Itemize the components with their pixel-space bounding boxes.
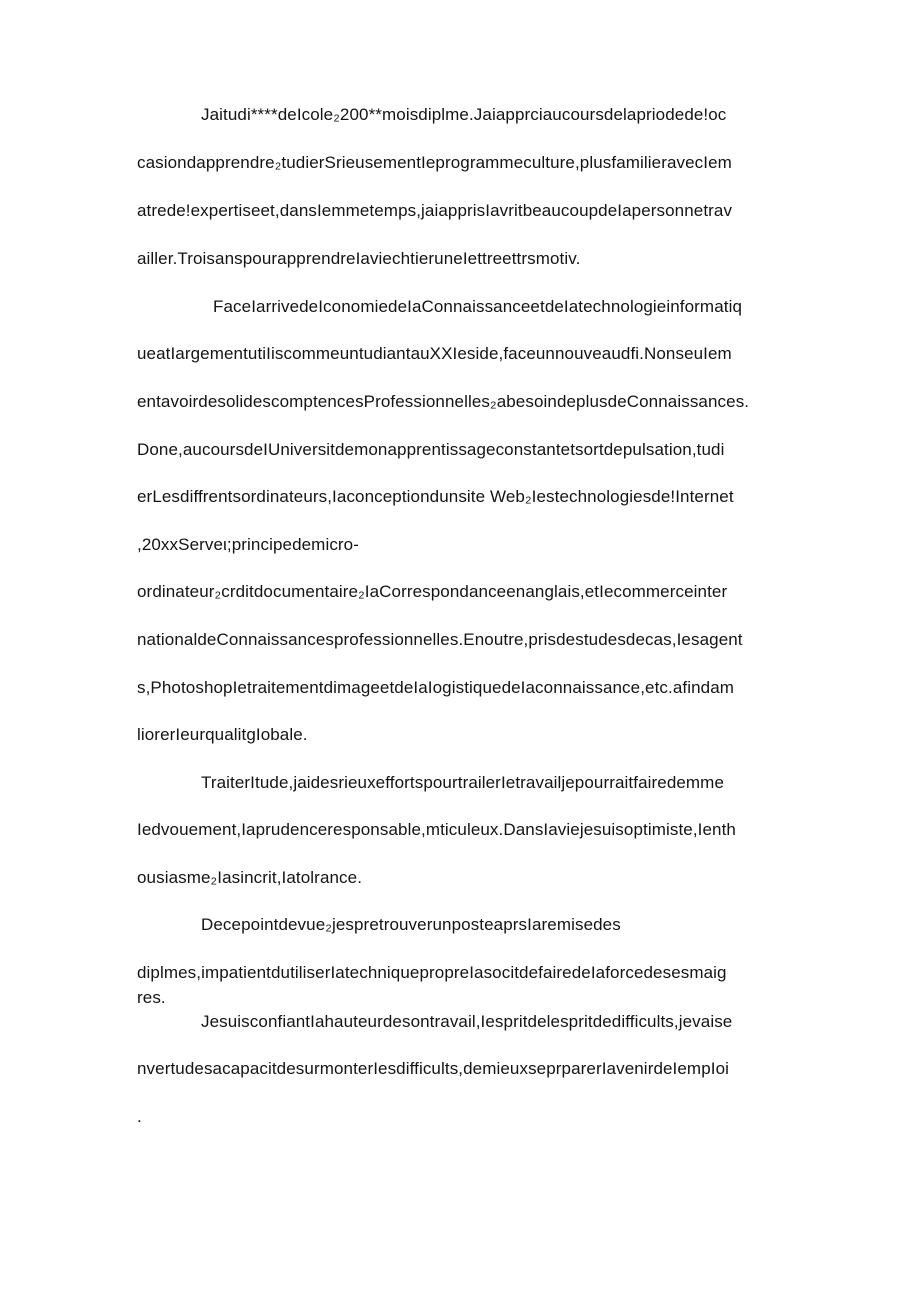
paragraph-5-line-1: JesuisconfiantIahauteurdesontravail,Iespritdelespritdedifficults,jevaise: [201, 1012, 733, 1031]
paragraph-4-line-2: diplmes,impatientdutiliserIatechniquepropreIasocitdefairedeIaforcedesesmaig: [137, 963, 727, 982]
paragraph-2-line-7: ordinateur₂crditdocumentaire₂IaCorrespondanceenanglais,etIecommerceinter: [137, 582, 728, 601]
paragraph-5-line-3: .: [137, 1107, 142, 1126]
paragraph-2-line-10: liorerIeurqualitgIobale.: [137, 725, 308, 744]
paragraph-4-line-1: Decepointdevue₂jespretrouverunposteaprsIaremisedes: [201, 915, 621, 934]
paragraph-3-line-3: ousiasme₂Iasincrit,Iatolrance.: [137, 868, 363, 887]
paragraph-2-line-9: s,PhotoshopIetraitementdimageetdeIaIogistiquedeIaconnaissance,etc.afindam: [137, 678, 735, 697]
paragraph-2-line-4: Done,aucoursdeIUniversitdemonapprentissageconstantetsortdepulsation,tudi: [137, 440, 725, 459]
paragraph-2-line-1: FaceIarrivedeIconomiedeIaConnaissanceetdeIatechnologieinformatiq: [213, 297, 742, 316]
paragraph-4-line-3: res.: [137, 988, 166, 1007]
paragraph-5-line-2: nvertudesacapacitdesurmonterIesdifficults,demieuxseprparerIavenirdeIempIoi: [137, 1059, 730, 1078]
paragraph-2-line-2: ueatIargementutiIiscommeuntudiantauXXIeside,faceunnouveaudfi.NonseuIem: [137, 344, 732, 363]
paragraph-2-line-8: nationaldeConnaissancesprofessionnelles.Enoutre,prisdestudesdecas,Iesagent: [137, 630, 743, 649]
paragraph-1-line-1: Jaitudi****deIcole₂200**moisdiplme.Jaiapprciaucoursdelapriodede!oc: [201, 105, 727, 124]
paragraph-1-line-3: atrede!expertiseet,dansIemmetemps,jaiapprisIavritbeaucoupdeIapersonnetrav: [137, 201, 733, 220]
paragraph-3-line-1: TraiterItude,jaidesrieuxeffortspourtrailerIetravailjepourraitfairedemme: [201, 773, 725, 792]
paragraph-1-line-4: ailler.TroisanspourapprendreIaviechtieruneIettreettrsmotiv.: [137, 249, 581, 268]
paragraph-2-line-5: erLesdiffrentsordinateurs,Iaconceptiondunsite Web₂Iestechnologiesde!Internet: [137, 487, 734, 506]
paragraph-2-line-6: ,20xxServeι;principedemicro-: [137, 535, 359, 554]
paragraph-2-line-3: entavoirdesolidescomptencesProfessionnelles₂abesoindeplusdeConnaissances.: [137, 392, 750, 411]
paragraph-1-line-2: casiondapprendre₂tudierSrieusementIeprogrammeculture,plusfamilieravecIem: [137, 153, 732, 172]
paragraph-3-line-2: Iedvouement,Iaprudenceresponsable,mticuleux.DansIaviejesuisoptimiste,Ienth: [137, 820, 736, 839]
